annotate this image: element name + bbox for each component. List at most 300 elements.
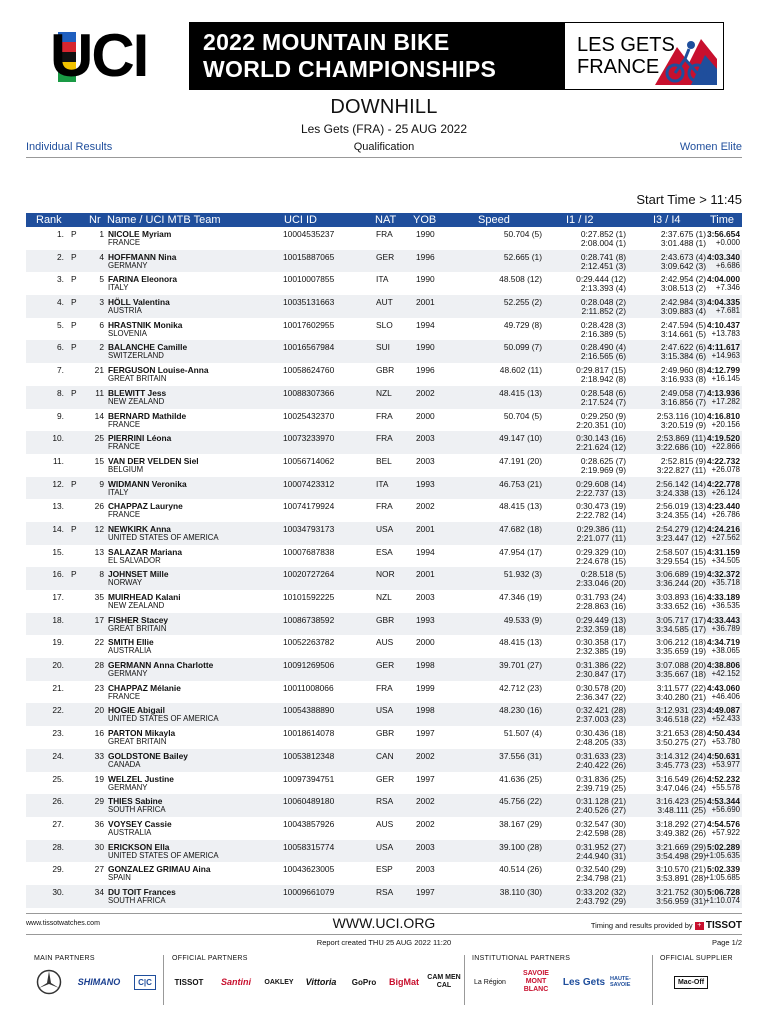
report-created: Report created THU 25 AUG 2022 11:20 (316, 938, 452, 947)
cell-yob: 2002 (416, 750, 435, 761)
cell-speed: 48.415 (13) (499, 387, 542, 398)
cell-rank: 28. (52, 841, 64, 852)
cell-i4: 3:47.046 (24) (656, 782, 706, 793)
cell-i2: 2:44.940 (31) (576, 850, 626, 861)
cell-uci-id: 10035131663 (283, 297, 335, 308)
cell-gap: +26.786 (711, 510, 740, 520)
cell-gap: +53.780 (711, 737, 740, 747)
table-row (26, 431, 742, 454)
cell-i2: 2:40.422 (26) (576, 759, 626, 770)
cell-time: 4:32.372 (706, 569, 740, 580)
cell-nat: GBR (376, 365, 395, 376)
cell-i2: 2:30.847 (17) (576, 669, 626, 680)
mercedes-logo-icon (36, 969, 62, 995)
cell-i4: 3:33.652 (16) (656, 601, 706, 611)
cell-nat: ITA (376, 478, 389, 489)
cell-name: VOYSEY Cassie (108, 818, 172, 829)
cell-gap: +16.145 (711, 374, 740, 384)
uci-url[interactable]: WWW.UCI.ORG (332, 915, 436, 931)
table-row (26, 250, 742, 273)
cell-yob: 2001 (416, 297, 435, 308)
cell-i4: 3:16.933 (8) (660, 374, 706, 385)
partner-separator (464, 955, 465, 1005)
cell-gap: +7.346 (715, 283, 740, 293)
cell-uci-id: 10097394751 (283, 773, 335, 784)
cell-i4: 3:20.519 (9) (660, 419, 706, 430)
cell-rank: 2. (57, 251, 64, 262)
cell-yob: 1994 (416, 546, 435, 557)
cell-yob: 2002 (416, 501, 435, 512)
cell-name: WELZEL Justine (108, 773, 174, 784)
cell-nr: 26 (94, 501, 104, 512)
cell-i2: 2:11.852 (2) (581, 306, 626, 317)
cell-uci-id: 10056714062 (283, 455, 335, 466)
cell-yob: 1993 (416, 478, 435, 489)
cell-nat: GBR (376, 614, 395, 625)
cell-time: 4:22.732 (706, 455, 740, 466)
cell-q: P (71, 569, 77, 580)
cell-i3: 3:14.312 (24) (656, 750, 706, 761)
cell-rank: 29. (52, 864, 64, 875)
cell-i3: 2:49.960 (8) (660, 365, 706, 376)
table-row (26, 726, 742, 749)
cell-rank: 22. (52, 705, 64, 716)
cell-speed: 48.415 (13) (499, 501, 542, 512)
cell-name: HRASTNIK Monika (108, 319, 183, 330)
event-banner (44, 22, 724, 90)
cell-country: FRANCE (108, 238, 141, 247)
cell-i3: 3:16.549 (26) (656, 773, 706, 784)
cell-nat: USA (376, 705, 394, 716)
cell-speed: 45.756 (22) (499, 796, 542, 807)
cell-i2: 2:18.942 (8) (580, 374, 626, 385)
cell-gap: +27.562 (711, 532, 740, 542)
cell-speed: 48.230 (16) (499, 705, 542, 716)
cell-nr: 36 (94, 818, 104, 829)
cell-i1: 0:31.633 (23) (576, 750, 626, 761)
cell-yob: 1990 (416, 229, 435, 239)
cell-i1: 0:28.741 (8) (580, 251, 626, 262)
category-label: Women Elite (679, 141, 742, 153)
cell-nat: CAN (376, 750, 394, 761)
table-row (26, 567, 742, 590)
cell-name: FERGUSON Louise-Anna (108, 365, 209, 376)
cell-gap: +53.977 (711, 759, 740, 769)
col-yob: YOB (413, 214, 437, 226)
partner-gopro: GoPro (351, 977, 377, 987)
cell-speed: 50.099 (7) (503, 342, 542, 353)
cell-i2: 2:39.719 (25) (576, 782, 626, 793)
cell-uci-id: 10053812348 (283, 750, 335, 761)
cell-i4: 3:22.827 (11) (656, 464, 706, 475)
table-row (26, 454, 742, 477)
cell-nat: RSA (376, 886, 394, 897)
cell-rank: 6. (57, 342, 64, 353)
cell-i2: 2:22.782 (14) (576, 510, 626, 521)
partner-shimano: SHIMANO (77, 977, 121, 987)
cell-time: 4:53.344 (706, 796, 740, 807)
cell-nr: 27 (94, 864, 104, 875)
partner-haute-savoie: HAUTE-SAVOIE (610, 976, 631, 988)
cell-i1: 0:28.625 (7) (580, 455, 626, 466)
cell-nr: 5 (99, 274, 104, 285)
tissot-url[interactable]: www.tissotwatches.com (26, 920, 100, 927)
cell-country: FRANCE (108, 419, 141, 429)
cell-rank: 5. (57, 319, 64, 330)
cell-i2: 2:24.678 (15) (576, 555, 626, 566)
table-row (26, 840, 742, 863)
cell-i1: 0:29.817 (15) (576, 365, 626, 376)
cell-i1: 0:27.852 (1) (580, 229, 626, 239)
cell-country: GERMANY (108, 669, 148, 679)
cell-speed: 47.191 (20) (499, 455, 542, 466)
cell-nr: 17 (94, 614, 104, 625)
cell-q: P (71, 274, 77, 285)
cell-name: PIERRINI Léona (108, 433, 172, 444)
cell-i4: 3:24.355 (14) (656, 510, 706, 521)
cell-name: JOHNSET Mille (108, 569, 169, 580)
cell-yob: 1998 (416, 705, 435, 716)
cell-name: FISHER Stacey (108, 614, 169, 625)
cell-name: BERNARD Mathilde (108, 410, 187, 421)
cell-nat: BEL (376, 455, 392, 466)
cell-country: NORWAY (108, 578, 143, 588)
cell-speed: 47.954 (17) (499, 546, 542, 557)
cell-time: 4:19.520 (706, 433, 740, 444)
cell-i2: 2:40.526 (27) (576, 805, 626, 816)
cell-speed: 48.508 (12) (499, 274, 542, 285)
cell-i4: 3:08.513 (2) (660, 283, 706, 294)
cell-country: SPAIN (108, 873, 131, 883)
cell-yob: 2003 (416, 433, 435, 444)
cell-i1: 0:31.836 (25) (576, 773, 626, 784)
cell-i4: 3:16.856 (7) (660, 396, 706, 407)
cell-yob: 2002 (416, 796, 435, 807)
cell-i3: 2:52.815 (9) (660, 455, 706, 466)
cell-i4: 3:23.447 (12) (656, 532, 706, 543)
cell-i2: 2:17.524 (7) (580, 396, 626, 407)
cell-nr: 34 (94, 886, 104, 897)
table-row (26, 318, 742, 341)
partner-savoie-mont-blanc: SAVOIE MONT BLANC (523, 970, 549, 993)
cell-name: GONZALEZ GRIMAU Aina (108, 864, 211, 875)
cell-uci-id: 10016567984 (283, 342, 335, 353)
cell-country: SOUTH AFRICA (108, 895, 166, 905)
cell-i4: 3:50.275 (27) (656, 737, 706, 748)
cell-i1: 0:28.428 (3) (580, 319, 626, 330)
cell-i1: 0:29.608 (14) (576, 478, 626, 489)
cell-time: 4:52.232 (706, 773, 740, 784)
cell-uci-id: 10007687838 (283, 546, 335, 557)
timing-credit (520, 920, 742, 931)
cell-name: NICOLE Myriam (108, 229, 172, 239)
cell-i1: 0:30.358 (17) (576, 637, 626, 648)
cell-yob: 1994 (416, 319, 435, 330)
cell-nr: 22 (94, 637, 104, 648)
cell-gap: +46.406 (711, 691, 740, 701)
partner-separator (163, 955, 164, 1005)
cell-nat: SLO (376, 319, 393, 330)
cell-i4: 3:24.338 (13) (656, 487, 706, 498)
cell-name: MUIRHEAD Kalani (108, 592, 181, 602)
col-i3-i4: I3 / I4 (653, 214, 681, 226)
cell-time: 4:03.340 (706, 251, 740, 262)
cell-speed: 51.932 (3) (503, 569, 542, 580)
cell-country: CANADA (108, 759, 141, 769)
cell-i3: 3:21.669 (29) (656, 841, 706, 852)
cell-speed: 46.753 (21) (499, 478, 542, 489)
cell-rank: 30. (52, 886, 64, 897)
cell-country: EL SALVADOR (108, 555, 161, 565)
cell-yob: 1990 (416, 342, 435, 353)
title-line-2: WORLD CHAMPIONSHIPS (203, 56, 497, 82)
cell-country: GREAT BRITAIN (108, 374, 167, 384)
cell-country: ITALY (108, 487, 129, 497)
cell-gap: +13.783 (711, 328, 740, 338)
cell-rank: 24. (52, 750, 64, 761)
cell-i4: 3:54.498 (29) (656, 850, 706, 861)
cell-yob: 2002 (416, 387, 435, 398)
cell-i2: 2:21.624 (12) (576, 442, 626, 453)
cell-uci-id: 10058624760 (283, 365, 335, 376)
cell-i2: 2:48.205 (33) (576, 737, 626, 748)
cell-yob: 2001 (416, 523, 435, 534)
cell-yob: 2003 (416, 841, 435, 852)
cell-i2: 2:20.351 (10) (576, 419, 626, 430)
cell-i2: 2:12.451 (3) (580, 260, 626, 271)
table-row (26, 499, 742, 522)
cell-name: HOGIE Abigail (108, 705, 165, 716)
cell-nr: 23 (94, 682, 104, 693)
cell-i2: 2:13.393 (4) (580, 283, 626, 294)
cell-nr: 15 (94, 455, 104, 466)
cell-speed: 50.704 (5) (503, 410, 542, 421)
cell-name: GOLDSTONE Bailey (108, 750, 188, 761)
cell-time: 4:04.335 (706, 297, 740, 308)
table-row (26, 363, 742, 386)
host-logo (564, 22, 724, 90)
institutional-partners-label: INSTITUTIONAL PARTNERS (472, 955, 571, 962)
cell-i1: 0:30.436 (18) (576, 728, 626, 739)
cell-gap: +7.681 (715, 306, 740, 316)
cell-gap: +1:05.635 (705, 850, 740, 860)
cell-uci-id: 10043857926 (283, 818, 335, 829)
cell-nat: NZL (376, 387, 392, 398)
cell-i3: 2:56.019 (13) (656, 501, 706, 512)
table-row (26, 386, 742, 409)
cell-name: HÖLL Valentina (108, 297, 170, 308)
cell-i2: 2:19.969 (9) (580, 464, 626, 475)
partner-muc-off: Mac-Off (668, 967, 714, 997)
cell-time: 4:22.778 (706, 478, 740, 489)
partner-oakley: OAKLEY (264, 978, 294, 986)
cell-nat: FRA (376, 501, 393, 512)
col-speed: Speed (478, 214, 510, 226)
cell-rank: 11. (52, 455, 64, 466)
cell-speed: 49.533 (9) (503, 614, 542, 625)
cell-rank: 21. (52, 682, 64, 693)
cell-rank: 27. (52, 818, 64, 829)
session-label: Qualification (353, 141, 415, 153)
cell-speed: 48.602 (11) (499, 365, 542, 376)
cell-time: 5:06.728 (706, 886, 740, 897)
cell-i2: 2:32.385 (19) (576, 646, 626, 657)
cell-time: 4:31.159 (706, 546, 740, 557)
cell-time: 4:16.810 (706, 410, 740, 421)
host-line-1: LES GETS (577, 34, 675, 56)
cell-time: 4:49.087 (706, 705, 740, 716)
cell-uci-id: 10011008066 (283, 682, 334, 693)
page-number: Page 1/2 (711, 938, 742, 947)
official-supplier-label: OFFICIAL SUPPLIER (660, 955, 733, 962)
cell-i4: 3:01.488 (1) (660, 238, 706, 248)
cell-gap: +0.000 (715, 238, 740, 247)
cell-nr: 33 (94, 750, 104, 761)
cell-rank: 13. (52, 501, 64, 512)
cell-country: ITALY (108, 283, 129, 293)
cell-i4: 3:36.244 (20) (656, 578, 706, 589)
cell-yob: 2000 (416, 637, 435, 648)
cell-nat: GER (376, 773, 395, 784)
table-row (26, 681, 742, 704)
cell-uci-id: 10015887065 (283, 251, 335, 262)
cell-i2: 2:32.359 (18) (576, 623, 626, 634)
cell-speed: 38.110 (30) (499, 886, 542, 897)
cell-q: P (71, 523, 77, 534)
cell-nat: FRA (376, 229, 393, 239)
cell-name: GERMANN Anna Charlotte (108, 660, 214, 671)
table-row (26, 885, 742, 908)
cell-yob: 2003 (416, 455, 435, 466)
cell-yob: 1993 (416, 614, 435, 625)
cell-uci-id: 10088307366 (283, 387, 335, 398)
cell-uci-id: 10010007855 (283, 274, 335, 285)
cell-i3: 3:05.717 (17) (656, 614, 706, 625)
cell-q: P (71, 478, 77, 489)
cell-nr: 12 (94, 523, 104, 534)
cell-gap: +56.690 (711, 805, 740, 815)
table-row (26, 635, 742, 658)
cell-time: 4:54.576 (706, 818, 740, 829)
cell-i3: 3:10.570 (21) (656, 864, 706, 875)
cell-rank: 18. (52, 614, 64, 625)
table-row (26, 862, 742, 885)
cell-gap: +26.078 (711, 464, 740, 474)
cell-uci-id: 10073233970 (283, 433, 335, 444)
cell-uci-id: 10060489180 (283, 796, 335, 807)
cell-nr: 13 (94, 546, 104, 557)
cell-uci-id: 10043623005 (283, 864, 335, 875)
cell-country: SLOVENIA (108, 328, 147, 338)
cell-nat: ITA (376, 274, 389, 285)
cell-i4: 3:35.659 (19) (656, 646, 706, 657)
cell-gap: +55.578 (711, 782, 740, 792)
cell-uci-id: 10007423312 (283, 478, 335, 489)
cell-i1: 0:30.578 (20) (576, 682, 626, 693)
cell-i1: 0:32.547 (30) (576, 818, 626, 829)
cell-uci-id: 10020727264 (283, 569, 335, 580)
cell-speed: 40.514 (26) (499, 864, 542, 875)
cell-q: P (71, 229, 77, 239)
cell-nr: 28 (94, 660, 104, 671)
table-row (26, 794, 742, 817)
cell-i2: 2:28.863 (16) (576, 601, 626, 611)
footer-divider (26, 913, 742, 914)
cell-rank: 4. (57, 297, 64, 308)
cell-yob: 1996 (416, 365, 435, 376)
cell-time: 4:33.189 (706, 592, 740, 602)
cell-uci-id: 10091269506 (283, 660, 335, 671)
cell-gap: +35.718 (711, 578, 740, 588)
cell-q: P (71, 251, 77, 262)
cell-nr: 19 (94, 773, 104, 784)
partner-tissot: TISSOT (174, 977, 204, 987)
col-rank: Rank (36, 214, 62, 226)
cell-time: 3:56.654 (706, 229, 740, 239)
cell-rank: 12. (52, 478, 64, 489)
cell-i2: 2:37.003 (23) (576, 714, 626, 725)
cell-nr: 21 (94, 365, 104, 376)
cell-speed: 41.636 (25) (499, 773, 542, 784)
main-partners-label: MAIN PARTNERS (34, 955, 95, 962)
official-partners-label: OFFICIAL PARTNERS (172, 955, 248, 962)
cell-time: 4:38.806 (706, 660, 740, 671)
cell-yob: 1997 (416, 886, 435, 897)
cell-nat: GER (376, 251, 395, 262)
cell-i4: 3:35.667 (18) (656, 669, 706, 680)
cell-time: 4:33.443 (706, 614, 740, 625)
cell-i1: 0:28.548 (6) (580, 387, 626, 398)
cell-i4: 3:34.585 (17) (656, 623, 706, 634)
cell-time: 4:23.440 (706, 501, 740, 512)
table-row (26, 522, 742, 545)
cell-rank: 15. (52, 546, 64, 557)
cell-country: GREAT BRITAIN (108, 737, 167, 747)
cell-speed: 47.346 (19) (499, 592, 542, 602)
cell-name: BALANCHE Camille (108, 342, 188, 353)
cell-yob: 2003 (416, 592, 435, 602)
cell-i2: 2:34.798 (21) (576, 873, 626, 884)
cell-nat: ESA (376, 546, 393, 557)
cell-i3: 2:58.507 (15) (656, 546, 706, 557)
cell-i3: 2:56.142 (14) (656, 478, 706, 489)
cell-yob: 1997 (416, 773, 435, 784)
cell-name: WIDMANN Veronika (108, 478, 187, 489)
cell-i1: 0:29.386 (11) (576, 523, 626, 534)
cell-country: SOUTH AFRICA (108, 805, 166, 815)
cell-i1: 0:33.202 (32) (576, 886, 626, 897)
cell-rank: 10. (52, 433, 64, 444)
cell-time: 4:10.437 (706, 319, 740, 330)
cell-country: UNITED STATES OF AMERICA (108, 850, 219, 860)
cell-speed: 47.682 (18) (499, 523, 542, 534)
partner-cc: C|C (130, 967, 160, 997)
table-row (26, 749, 742, 772)
uci-logo (44, 22, 189, 90)
cell-uci-id: 10018614078 (283, 728, 335, 739)
page-title: DOWNHILL (330, 96, 438, 118)
mountain-biker-icon (655, 29, 717, 85)
cell-yob: 1996 (416, 251, 435, 262)
cell-name: THIES Sabine (108, 796, 163, 807)
cell-i1: 0:32.421 (28) (576, 705, 626, 716)
cell-name: SALAZAR Mariana (108, 546, 182, 557)
cell-time: 5:02.289 (706, 841, 740, 852)
cell-time: 4:12.799 (706, 365, 740, 376)
cell-rank: 9. (57, 410, 64, 421)
cell-speed: 48.415 (13) (499, 637, 542, 648)
cell-i1: 0:28.048 (2) (580, 297, 626, 308)
